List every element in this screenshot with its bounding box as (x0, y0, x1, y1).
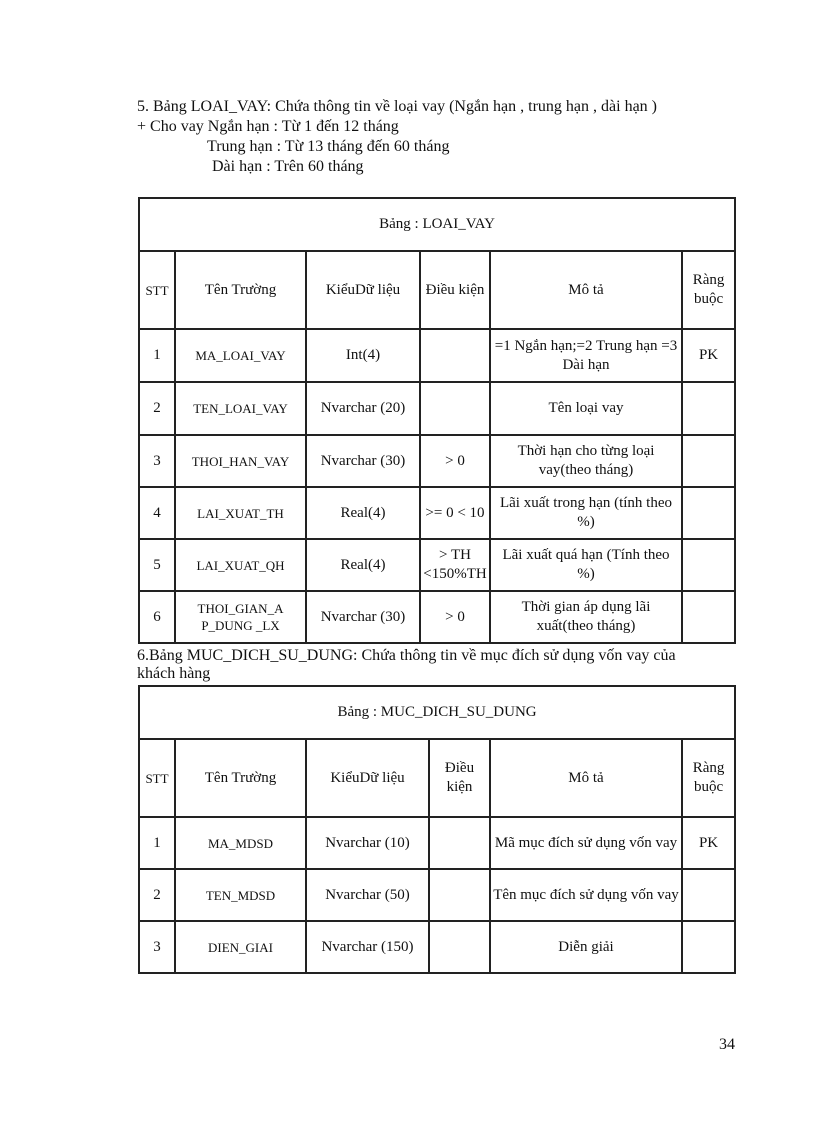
header-stt: STT (139, 739, 175, 817)
table-row (139, 921, 735, 973)
cell-stt: 3 (139, 921, 175, 973)
cell-cond (420, 329, 490, 382)
cell-type: Nvarchar (150) (306, 921, 429, 973)
loai-vay-table (138, 197, 736, 644)
header-cond: Điều kiện (429, 739, 490, 817)
cell-cond (420, 382, 490, 435)
cell-stt: 4 (139, 487, 175, 539)
cell-type: Nvarchar (30) (306, 435, 420, 487)
cell-constraint (682, 869, 735, 921)
cell-type: Nvarchar (50) (306, 869, 429, 921)
cell-cond: > 0 (420, 435, 490, 487)
cell-constraint: PK (682, 329, 735, 382)
header-desc: Mô tả (490, 739, 682, 817)
short-term-line: + Cho vay Ngắn hạn : Từ 1 đến 12 tháng (137, 118, 399, 135)
header-constraint: Ràng buộc (682, 251, 735, 329)
table-row (139, 382, 735, 435)
cell-constraint (682, 921, 735, 973)
cell-type: Nvarchar (10) (306, 817, 429, 869)
cell-stt: 2 (139, 869, 175, 921)
header-constraint: Ràng buộc (682, 739, 735, 817)
cell-desc: Lãi xuất quá hạn (Tính theo %) (490, 539, 682, 591)
header-type: KiểuDữ liệu (306, 251, 420, 329)
table-row (139, 539, 735, 591)
medium-term-line: Trung hạn : Từ 13 tháng đến 60 tháng (207, 138, 450, 155)
cell-constraint: PK (682, 817, 735, 869)
cell-field: THOI_HAN_VAY (175, 435, 306, 487)
table-header-row (139, 251, 735, 329)
cell-cond (429, 921, 490, 973)
table-row (139, 591, 735, 643)
cell-field: LAI_XUAT_TH (175, 487, 306, 539)
table-header-row (139, 739, 735, 817)
page-number: 34 (719, 1036, 735, 1053)
cell-constraint (682, 382, 735, 435)
cell-field: THOI_GIAN_A P_DUNG _LX (175, 591, 306, 643)
cell-type: Real(4) (306, 539, 420, 591)
cell-constraint (682, 591, 735, 643)
cell-cond: >= 0 < 10 (420, 487, 490, 539)
header-desc: Mô tả (490, 251, 682, 329)
cell-desc: Lãi xuất trong hạn (tính theo %) (490, 487, 682, 539)
cell-desc: =1 Ngắn hạn;=2 Trung hạn =3 Dài hạn (490, 329, 682, 382)
header-type: KiểuDữ liệu (306, 739, 429, 817)
cell-type: Nvarchar (30) (306, 591, 420, 643)
section-6-heading: 6.Bảng MUC_DICH_SU_DUNG: Chứa thông tin về mục đích sử dụng vốn vay của (137, 647, 676, 664)
cell-type: Real(4) (306, 487, 420, 539)
table-row (139, 329, 735, 382)
cell-stt: 3 (139, 435, 175, 487)
cell-field: MA_LOAI_VAY (175, 329, 306, 382)
header-field: Tên Trường (175, 251, 306, 329)
cell-desc: Tên loại vay (490, 382, 682, 435)
table-row (139, 487, 735, 539)
cell-stt: 1 (139, 329, 175, 382)
cell-desc: Diễn giải (490, 921, 682, 973)
cell-constraint (682, 539, 735, 591)
header-stt: STT (139, 251, 175, 329)
cell-cond (429, 869, 490, 921)
cell-type: Nvarchar (20) (306, 382, 420, 435)
cell-cond (429, 817, 490, 869)
section-5-heading: 5. Bảng LOAI_VAY: Chứa thông tin về loại vay (Ngắn hạn , trung hạn , dài hạn ) (137, 98, 658, 115)
cell-desc: Thời hạn cho từng loại vay(theo tháng) (490, 435, 682, 487)
cell-stt: 5 (139, 539, 175, 591)
cell-field: DIEN_GIAI (175, 921, 306, 973)
cell-desc: Thời gian áp dụng lãi xuất(theo tháng) (490, 591, 682, 643)
cell-field: LAI_XUAT_QH (175, 539, 306, 591)
header-field: Tên Trường (175, 739, 306, 817)
cell-stt: 6 (139, 591, 175, 643)
section-6-heading-cont: khách hàng (137, 665, 211, 682)
cell-stt: 1 (139, 817, 175, 869)
table-row (139, 869, 735, 921)
cell-constraint (682, 487, 735, 539)
long-term-line: Dài hạn : Trên 60 tháng (212, 158, 364, 175)
cell-cond: > TH <150%TH (420, 539, 490, 591)
cell-constraint (682, 435, 735, 487)
muc-dich-su-dung-table (138, 685, 736, 974)
cell-stt: 2 (139, 382, 175, 435)
table-row (139, 435, 735, 487)
cell-field: MA_MDSD (175, 817, 306, 869)
cell-type: Int(4) (306, 329, 420, 382)
cell-desc: Tên mục đích sử dụng vốn vay (490, 869, 682, 921)
cell-field: TEN_LOAI_VAY (175, 382, 306, 435)
cell-cond: > 0 (420, 591, 490, 643)
cell-field: TEN_MDSD (175, 869, 306, 921)
cell-desc: Mã mục đích sử dụng vốn vay (490, 817, 682, 869)
table-title: Bảng : LOAI_VAY (139, 198, 735, 251)
header-cond: Điều kiện (420, 251, 490, 329)
table-row (139, 817, 735, 869)
table-title: Bảng : MUC_DICH_SU_DUNG (139, 686, 735, 739)
